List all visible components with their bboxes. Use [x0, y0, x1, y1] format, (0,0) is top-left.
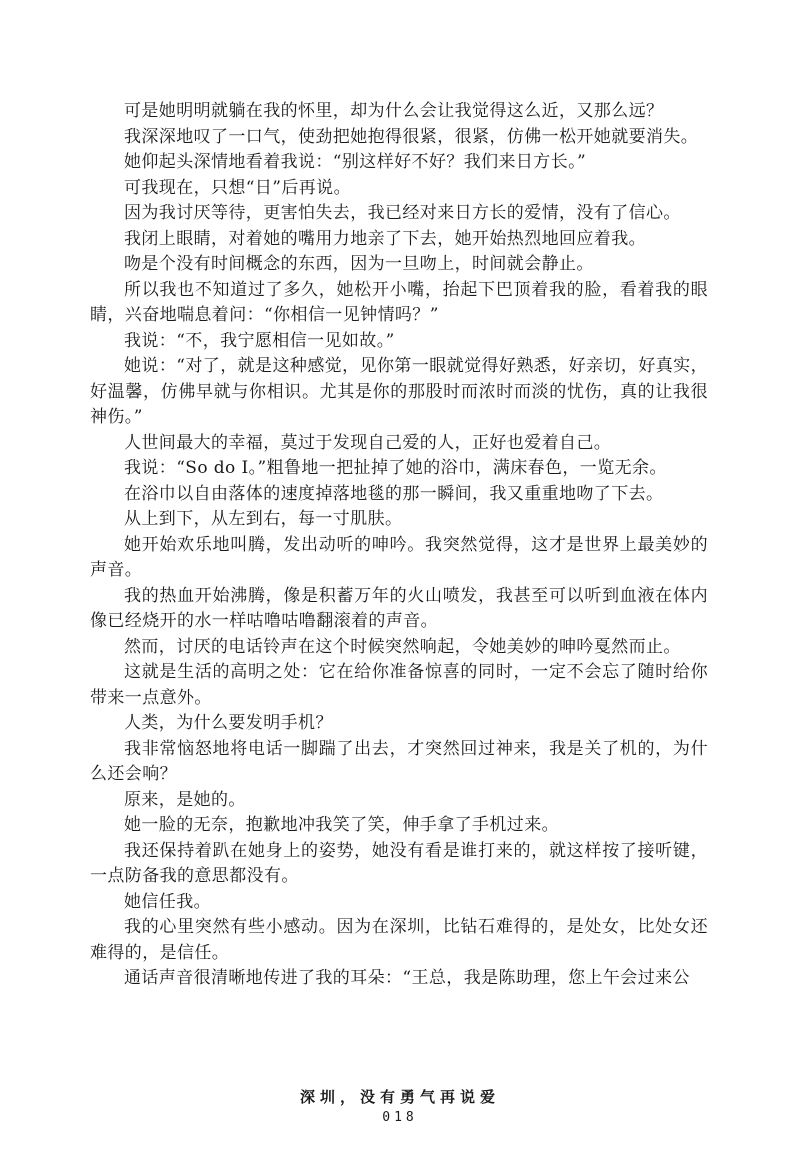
- paragraph: 然而，讨厌的电话铃声在这个时候突然响起，令她美妙的呻吟戛然而止。: [124, 636, 681, 657]
- paragraph: 我的热血开始沸腾，像是积蓄万年的火山喷发，我甚至可以听到血液在体内像已经烧开的水一样咕噜咕噜翻滚着的声音。: [90, 585, 708, 631]
- paragraph: 人类，为什么要发明手机？: [124, 713, 333, 733]
- page-number: 018: [382, 1110, 418, 1125]
- paragraph: 我深深地叹了一口气，使劲把她抱得很紧，很紧，仿佛一松开她就要消失。: [124, 126, 699, 147]
- paragraph: 人世间最大的幸福，莫过于发现自己爱的人，正好也爱着自己。: [124, 432, 612, 453]
- paragraph: 我说：“So do I。”粗鲁地一把扯掉了她的浴巾，满床春色，一览无余。: [124, 458, 667, 478]
- paragraph: 她信任我。: [124, 891, 211, 912]
- paragraph: 她开始欢乐地叫腾，发出动听的呻吟。我突然觉得，这才是世界上最美妙的声音。: [90, 534, 708, 580]
- paragraph: 我说：“不，我宁愿相信一见如故。”: [124, 330, 395, 351]
- paragraph: 从上到下，从左到右，每一寸肌肤。: [124, 509, 403, 529]
- paragraph: 她一脸的无奈，抱歉地冲我笑了笑，伸手拿了手机过来。: [124, 815, 559, 835]
- paragraph: 她说：“对了，就是这种感觉，见你第一眼就觉得好熟悉，好亲切，好真实，好温馨，仿佛早就与你相识。尤其是你的那股时而浓时而淡的忧伤，真的让我很神伤。”: [90, 356, 708, 427]
- paragraph: 吻是个没有时间概念的东西，因为一旦吻上，时间就会静止。: [124, 254, 594, 274]
- paragraph: 可我现在，只想“日”后再说。: [124, 177, 351, 198]
- paragraph: 我闭上眼睛，对着她的嘴用力地亲了下去，她开始热烈地回应着我。: [124, 228, 646, 249]
- paragraph: 所以我也不知道过了多久，她松开小嘴，抬起下巴顶着我的脸，看着我的眼睛，兴奋地喘息着问：“你相信一见钟情吗？”: [90, 279, 708, 325]
- paragraph: 通话声音很清晰地传进了我的耳朵：“王总，我是陈助理，您上午会过来公: [124, 968, 690, 988]
- paragraph: 我还保持着趴在她身上的姿势，她没有看是谁打来的，就这样按了接听键，一点防备我的意思都没有。: [90, 840, 708, 886]
- paragraph: 因为我讨厌等待，更害怕失去，我已经对来日方长的爱情，没有了信心。: [124, 203, 681, 223]
- paragraph: 可是她明明就躺在我的怀里，却为什么会让我觉得这么近，又那么远？: [124, 101, 664, 121]
- paragraph: 这就是生活的高明之处：它在给你准备惊喜的同时，一定不会忘了随时给你带来一点意外。: [90, 662, 708, 708]
- paragraph: 我的心里突然有些小感动。因为在深圳，比钻石难得的，是处女，比处女还难得的，是信任。: [90, 917, 708, 963]
- footer-book-title: 深圳，没有勇气再说爱: [299, 1088, 500, 1106]
- paragraph: 我非常恼怒地将电话一脚踹了出去，才突然回过神来，我是关了机的，为什么还会响？: [90, 738, 708, 784]
- paragraph: 原来，是她的。: [124, 789, 246, 810]
- body-text: [90, 99, 708, 992]
- paragraph: 在浴巾以自由落体的速度掉落地毯的那一瞬间，我又重重地吻了下去。: [124, 483, 664, 504]
- paragraph: 她仰起头深情地看着我说：“别这样好不好？我们来日方长。”: [124, 152, 587, 172]
